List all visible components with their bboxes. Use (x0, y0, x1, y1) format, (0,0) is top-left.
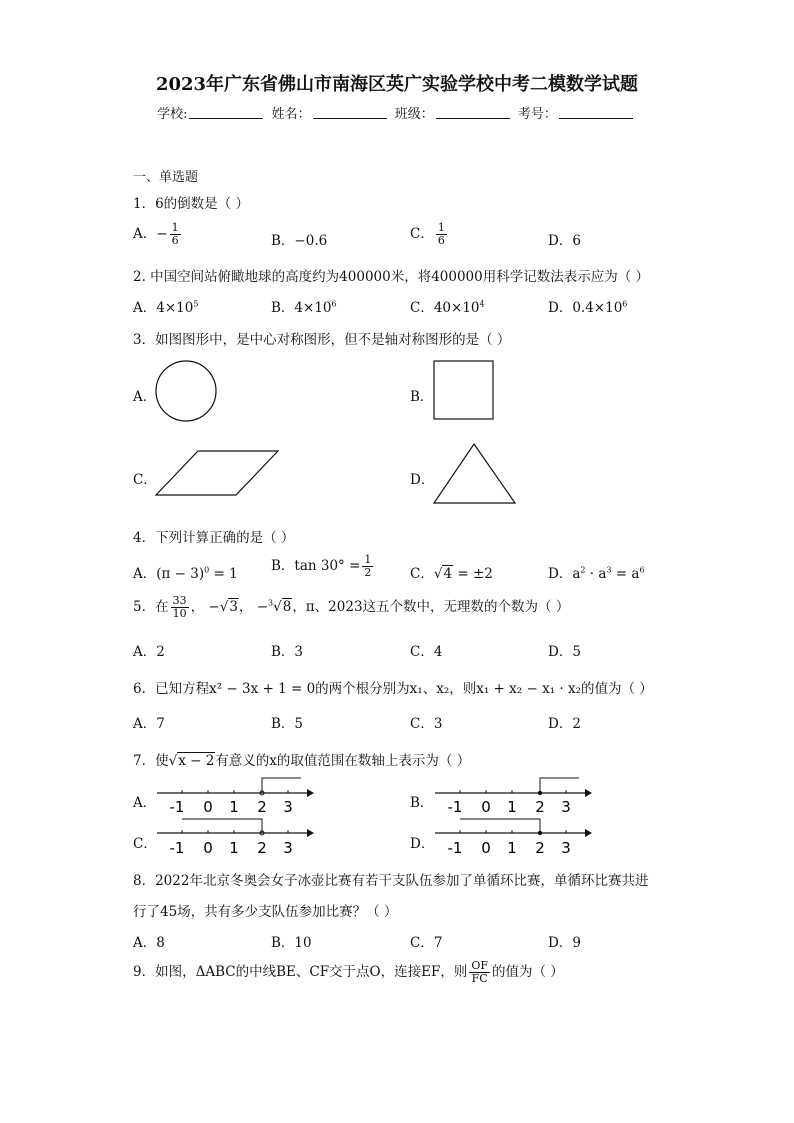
tick-label: -1 (447, 839, 463, 857)
tick-label: -1 (169, 798, 185, 816)
tick-label: 2 (535, 798, 545, 816)
q1-option-d[interactable]: D．6 (548, 233, 581, 249)
tick-label: -1 (169, 839, 185, 857)
school-blank[interactable] (189, 106, 263, 119)
tick-label: 2 (257, 798, 267, 816)
q5-option-d[interactable]: D．5 (548, 644, 581, 660)
q3-option-a-label[interactable]: A． (133, 389, 157, 405)
tick-label: 0 (481, 839, 491, 857)
q8-option-b[interactable]: B．10 (271, 935, 312, 951)
q7-option-a-label[interactable]: A． (133, 795, 157, 811)
q6-option-b[interactable]: B．5 (271, 716, 304, 732)
student-info-line (0, 103, 794, 122)
tick-label: 0 (203, 798, 213, 816)
q7-number-line-b (433, 775, 593, 819)
q1-option-c[interactable]: C． $\frac{1}{6}$ (410, 221, 445, 247)
tick-label: 3 (283, 839, 293, 857)
q4-option-c[interactable]: C．√4 = ±2 (410, 566, 493, 582)
q5-option-c[interactable]: C．4 (410, 644, 443, 660)
q7-number-line-a (155, 775, 315, 819)
q7-option-c-label[interactable]: C． (133, 836, 157, 852)
tick-label: 1 (229, 798, 239, 816)
exam-no-label: 考号： (517, 107, 557, 122)
tick-label: 3 (283, 798, 293, 816)
name-label: 姓名： (271, 107, 311, 122)
tick-label: 0 (481, 798, 491, 816)
q5-stem: 5．在 $\frac{33}{10}$ ， −√3， −$^3$√8，π、2023这五个数中，无理数的个数为（ ） (133, 594, 570, 620)
exam-no-blank[interactable] (559, 106, 633, 119)
q5-option-b[interactable]: B．3 (271, 644, 304, 660)
q8-option-d[interactable]: D．9 (548, 935, 581, 951)
q2-stem: 2. 中国空间站俯瞰地球的高度约为400000米，将400000用科学记数法表示应为（ ） (133, 269, 650, 285)
q7-number-line-c (155, 815, 315, 859)
q8-stem-line-2: 行了45场，共有多少支队伍参加比赛？（ ） (133, 904, 398, 920)
q7-option-b-label[interactable]: B． (410, 795, 434, 811)
q4-option-d[interactable]: D．$a^2 \cdot a^3 = a^6$ (548, 565, 645, 582)
q3-parallelogram-figure (154, 448, 280, 498)
q6-stem: 6．已知方程x² − 3x + 1 = 0的两个根分别为x₁、x₂，则x₁ + x₂ − x₁ · x₂的值为（ ） (133, 681, 653, 697)
q6-option-a[interactable]: A．7 (133, 716, 165, 732)
q4-stem: 4．下列计算正确的是（ ） (133, 530, 295, 546)
q3-option-c-label[interactable]: C． (133, 472, 157, 488)
q3-circle-figure (155, 360, 219, 424)
q8-option-c[interactable]: C．7 (410, 935, 443, 951)
q2-option-a[interactable]: A．$4\times 10^5$ (133, 299, 199, 316)
q3-stem: 3．如图图形中，是中心对称图形，但不是轴对称图形的是（ ） (133, 332, 511, 348)
q5-option-a[interactable]: A．2 (133, 644, 165, 660)
q3-triangle-figure (432, 442, 518, 506)
tick-label: 3 (561, 798, 571, 816)
q2-option-d[interactable]: D．$0.4\times 10^6$ (548, 299, 628, 316)
tick-label: 0 (203, 839, 213, 857)
section-heading: 一、单选题 (133, 170, 199, 185)
q4-option-b[interactable]: B．tan 30° = $\frac{1}{2}$ (271, 553, 372, 579)
q1-option-b[interactable]: B．−0.6 (271, 233, 328, 249)
tick-label: 1 (507, 798, 517, 816)
tick-label: 1 (229, 839, 239, 857)
q3-option-b-label[interactable]: B． (410, 389, 434, 405)
q1-option-a[interactable]: A．− $\frac{1}{6}$ (133, 221, 179, 247)
page-title: 2023年广东省佛山市南海区英广实验学校中考二模数学试题 (155, 74, 639, 95)
q8-option-a[interactable]: A．8 (133, 935, 165, 951)
q2-option-c[interactable]: C．$40\times 10^4$ (410, 299, 485, 316)
q3-square-figure (433, 360, 497, 422)
q7-number-line-d (433, 815, 593, 859)
tick-label: 3 (561, 839, 571, 857)
q2-option-b[interactable]: B．$4\times 10^6$ (271, 299, 337, 316)
q1-stem: 1．6的倒数是（ ） (133, 196, 249, 212)
school-label: 学校: (157, 107, 188, 122)
tick-label: 2 (535, 839, 545, 857)
class-blank[interactable] (436, 106, 510, 119)
q7-stem: 7．使√x − 2有意义的x的取值范围在数轴上表示为（ ） (133, 753, 471, 769)
q8-stem-line-1: 8．2022年北京冬奥会女子冰壶比赛有若干支队伍参加了单循环比赛，单循环比赛共进 (133, 873, 649, 889)
tick-label: 2 (257, 839, 267, 857)
q6-option-d[interactable]: D．2 (548, 716, 581, 732)
q6-option-c[interactable]: C．3 (410, 716, 443, 732)
q9-stem: 9．如图，ΔABC的中线BE、CF交于点O，连接EF，则 $\frac{OF}{FC}$ 的值为（ ） (133, 959, 564, 985)
name-blank[interactable] (313, 106, 387, 119)
q4-option-a[interactable]: A．$(\pi - 3)^0 = 1$ (133, 565, 238, 582)
tick-label: -1 (447, 798, 463, 816)
q7-option-d-label[interactable]: D． (410, 836, 435, 852)
tick-label: 1 (507, 839, 517, 857)
class-label: 班级： (394, 107, 434, 122)
q3-option-d-label[interactable]: D． (410, 472, 435, 488)
